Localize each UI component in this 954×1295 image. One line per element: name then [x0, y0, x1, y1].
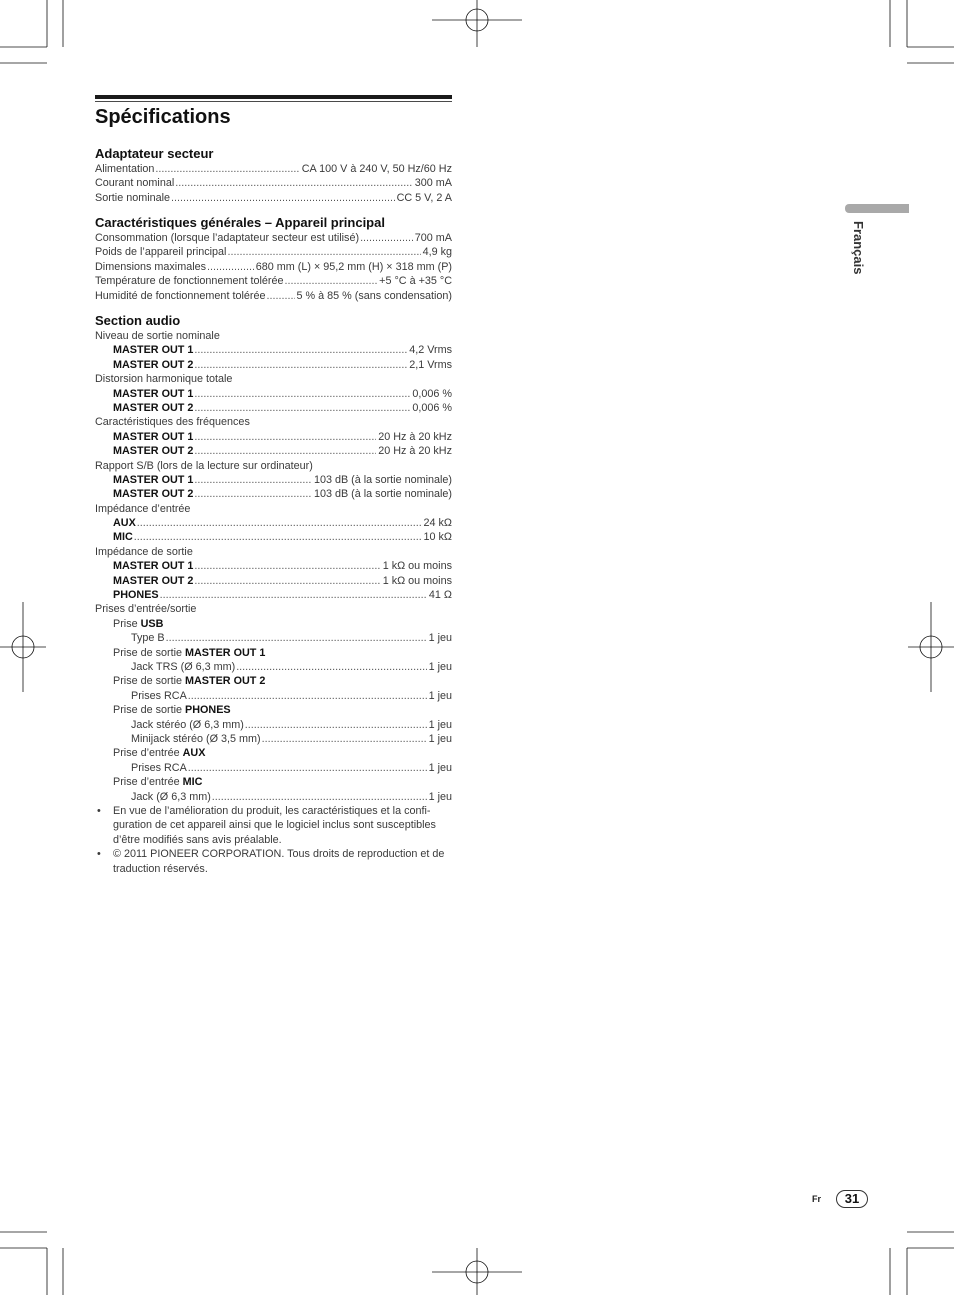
spec-value: 4,9 kg [422, 246, 452, 259]
dot-leader [207, 260, 254, 274]
spec-group-title: Rapport S/B (lors de la lecture sur ordinateur) [95, 459, 313, 472]
spec-value: 1 jeu [428, 790, 452, 803]
spec-group-title: Caractéristiques des fréquences [95, 416, 250, 429]
title-rule-thin [95, 101, 452, 102]
jack-name: PHONES [185, 704, 231, 717]
jack-prefix: Prise de sortie [113, 646, 183, 659]
spec-value: 20 Hz à 20 kHz [378, 430, 452, 443]
spec-value: 1 jeu [428, 689, 452, 702]
spec-label: MASTER OUT 2 [113, 445, 194, 458]
dot-leader [194, 358, 407, 372]
spec-label: MASTER OUT 2 [113, 358, 194, 371]
section-audio [95, 313, 452, 876]
registration-mark-top [432, 0, 522, 47]
spec-row [95, 761, 452, 775]
spec-row [95, 530, 452, 544]
jack-prefix: Prise de sortie [113, 704, 183, 717]
dot-leader [194, 430, 376, 444]
dot-leader [236, 660, 426, 674]
jack-prefix: Prise d’entrée [113, 776, 180, 789]
dot-leader [194, 487, 312, 501]
jack-heading [95, 646, 452, 660]
language-tab-bar [845, 204, 909, 213]
spec-value: 1 jeu [428, 718, 452, 731]
spec-value: 680 mm (L) × 95,2 mm (H) × 318 mm (P) [255, 260, 452, 273]
dot-leader [360, 231, 413, 245]
spec-label: Minijack stéréo (Ø 3,5 mm) [131, 732, 261, 745]
spec-label: Jack (Ø 6,3 mm) [131, 790, 211, 803]
language-tab-label: Français [851, 221, 866, 275]
footer-language-code: Fr [812, 1194, 821, 1204]
spec-value: 700 mA [414, 232, 452, 244]
spec-value: 1 kΩ ou moins [382, 560, 452, 573]
spec-value: 103 dB (à la sortie nominale) [313, 488, 452, 501]
spec-value: 20 Hz à 20 kHz [378, 445, 452, 458]
spec-label: Humidité de fonctionnement tolérée [95, 289, 266, 302]
spec-label: Prises RCA [131, 761, 187, 774]
jack-heading [95, 617, 452, 631]
section-heading: Section audio [95, 313, 181, 328]
spec-value: CC 5 V, 2 A [396, 191, 452, 204]
spec-value: 0,006 % [412, 387, 452, 400]
spec-label: Sortie nominale [95, 191, 171, 204]
spec-label: Type B [131, 632, 165, 645]
spec-row [95, 689, 452, 703]
spec-row [95, 231, 452, 245]
jack-name: MASTER OUT 1 [185, 646, 266, 659]
jack-heading [95, 703, 452, 717]
spec-label: Alimentation [95, 163, 155, 175]
crop-mark-bottom-right [890, 1232, 954, 1295]
spec-label: PHONES [113, 589, 159, 602]
spec-label: Consommation (lorsque l’adaptateur secteur est utilisé) [95, 232, 360, 244]
dot-leader [194, 387, 410, 401]
spec-row [95, 387, 452, 401]
dot-leader [284, 274, 377, 288]
spec-label: Jack stéréo (Ø 6,3 mm) [131, 718, 244, 731]
spec-label: Jack TRS (Ø 6,3 mm) [131, 660, 236, 673]
dot-leader [171, 191, 395, 205]
spec-row [95, 245, 452, 259]
dot-leader [134, 530, 422, 544]
spec-group-title: Distorsion harmonique totale [95, 373, 233, 386]
spec-row [95, 401, 452, 415]
section-general [95, 215, 452, 303]
spec-row [95, 162, 452, 176]
jack-heading [95, 674, 452, 688]
spec-value: CA 100 V à 240 V, 50 Hz/60 Hz [301, 163, 452, 175]
spec-row [95, 588, 452, 602]
spec-row [95, 358, 452, 372]
title-rule-thick [95, 95, 452, 99]
dot-leader [155, 162, 299, 176]
dot-leader [194, 574, 380, 588]
spec-label: MASTER OUT 1 [113, 387, 194, 400]
spec-row [95, 343, 452, 357]
spec-row [95, 444, 452, 458]
spec-value: 1 jeu [428, 732, 452, 745]
spec-value: 4,2 Vrms [409, 344, 452, 357]
spec-group-title: Impédance d’entrée [95, 502, 191, 515]
spec-value: 10 kΩ [423, 531, 452, 544]
jack-name: MASTER OUT 2 [185, 675, 266, 688]
spec-group-title: Prises d’entrée/sortie [95, 603, 197, 616]
dot-leader [245, 718, 427, 732]
registration-mark-bottom [432, 1248, 522, 1295]
dot-leader [194, 401, 410, 415]
section-adapter [95, 146, 452, 205]
page-number: 31 [836, 1190, 868, 1208]
spec-value: 41 Ω [428, 589, 452, 602]
registration-mark-right [908, 602, 954, 692]
dot-leader [194, 343, 407, 357]
spec-row [95, 718, 452, 732]
dot-leader [188, 761, 427, 775]
spec-row [95, 574, 452, 588]
spec-label: MASTER OUT 2 [113, 574, 194, 587]
section-heading: Adaptateur secteur [95, 146, 214, 161]
spec-label: MASTER OUT 1 [113, 473, 194, 486]
dot-leader [166, 631, 427, 645]
spec-row [95, 487, 452, 501]
spec-group-title: Niveau de sortie nominale [95, 330, 220, 342]
jack-prefix: Prise de sortie [113, 675, 183, 688]
jack-heading [95, 775, 452, 789]
spec-row [95, 660, 452, 674]
spec-label: Température de fonctionnement tolérée [95, 275, 284, 288]
dot-leader [137, 516, 422, 530]
dot-leader [175, 176, 413, 190]
spec-label: MASTER OUT 2 [113, 401, 194, 414]
crop-mark-bottom-left [0, 1232, 63, 1295]
note-bullet: • © 2011 PIONEER CORPORATION. Tous droits de reproduction et de traduction réservés. [95, 847, 452, 876]
dot-leader [194, 559, 380, 573]
jack-heading [95, 746, 452, 760]
spec-value: 1 jeu [428, 660, 452, 673]
spec-row [95, 430, 452, 444]
spec-value: 2,1 Vrms [409, 358, 452, 371]
spec-value: 103 dB (à la sortie nominale) [313, 473, 452, 486]
spec-value: 24 kΩ [423, 517, 452, 530]
jack-name: MIC [182, 776, 203, 789]
spec-row [95, 260, 452, 274]
spec-label: MIC [113, 531, 133, 544]
dot-leader [262, 732, 427, 746]
page-title: Spécifications [95, 106, 231, 128]
spec-group-title: Impédance de sortie [95, 545, 193, 558]
spec-row [95, 559, 452, 573]
section-heading: Caractéristiques générales – Appareil principal [95, 215, 385, 230]
spec-label: MASTER OUT 1 [113, 560, 194, 573]
spec-value: 1 jeu [428, 761, 452, 774]
jack-prefix: Prise [113, 617, 138, 630]
dot-leader [160, 588, 427, 602]
spec-label: AUX [113, 517, 136, 530]
spec-row [95, 473, 452, 487]
spec-value: 1 jeu [428, 632, 452, 645]
spec-label: Courant nominal [95, 177, 175, 190]
spec-row [95, 289, 452, 303]
spec-label: Dimensions maximales [95, 260, 207, 273]
note-bullet: • En vue de l’amélioration du produit, les caractéristiques et la configuration de cet appareil ainsi que le logiciel inclus sont susceptibles d’être modifiés sans avis préalable. [95, 804, 452, 847]
spec-row [95, 790, 452, 804]
spec-value: 0,006 % [412, 401, 452, 414]
spec-label: Prises RCA [131, 689, 187, 702]
spec-row [95, 516, 452, 530]
dot-leader [227, 245, 420, 259]
spec-row [95, 732, 452, 746]
dot-leader [266, 289, 294, 303]
spec-value: 1 kΩ ou moins [382, 574, 452, 587]
dot-leader [194, 444, 376, 458]
crop-mark-top-left [0, 0, 63, 63]
spec-label: MASTER OUT 1 [113, 430, 194, 443]
spec-label: Poids de l’appareil principal [95, 246, 227, 259]
jack-name: USB [140, 617, 164, 630]
spec-row [95, 631, 452, 645]
spec-row [95, 176, 452, 190]
spec-value: 5 % à 85 % (sans condensation) [296, 289, 452, 302]
dot-leader [188, 689, 427, 703]
spec-row [95, 274, 452, 288]
jack-prefix: Prise d’entrée [113, 747, 180, 760]
spec-value: 300 mA [414, 177, 452, 190]
spec-value: +5 °C à +35 °C [379, 275, 452, 288]
spec-label: MASTER OUT 1 [113, 344, 194, 357]
registration-mark-left [0, 602, 46, 692]
spec-label: MASTER OUT 2 [113, 488, 194, 501]
spec-row [95, 191, 452, 205]
dot-leader [212, 790, 427, 804]
jack-name: AUX [182, 747, 206, 760]
crop-mark-top-right [890, 0, 954, 63]
dot-leader [194, 473, 312, 487]
